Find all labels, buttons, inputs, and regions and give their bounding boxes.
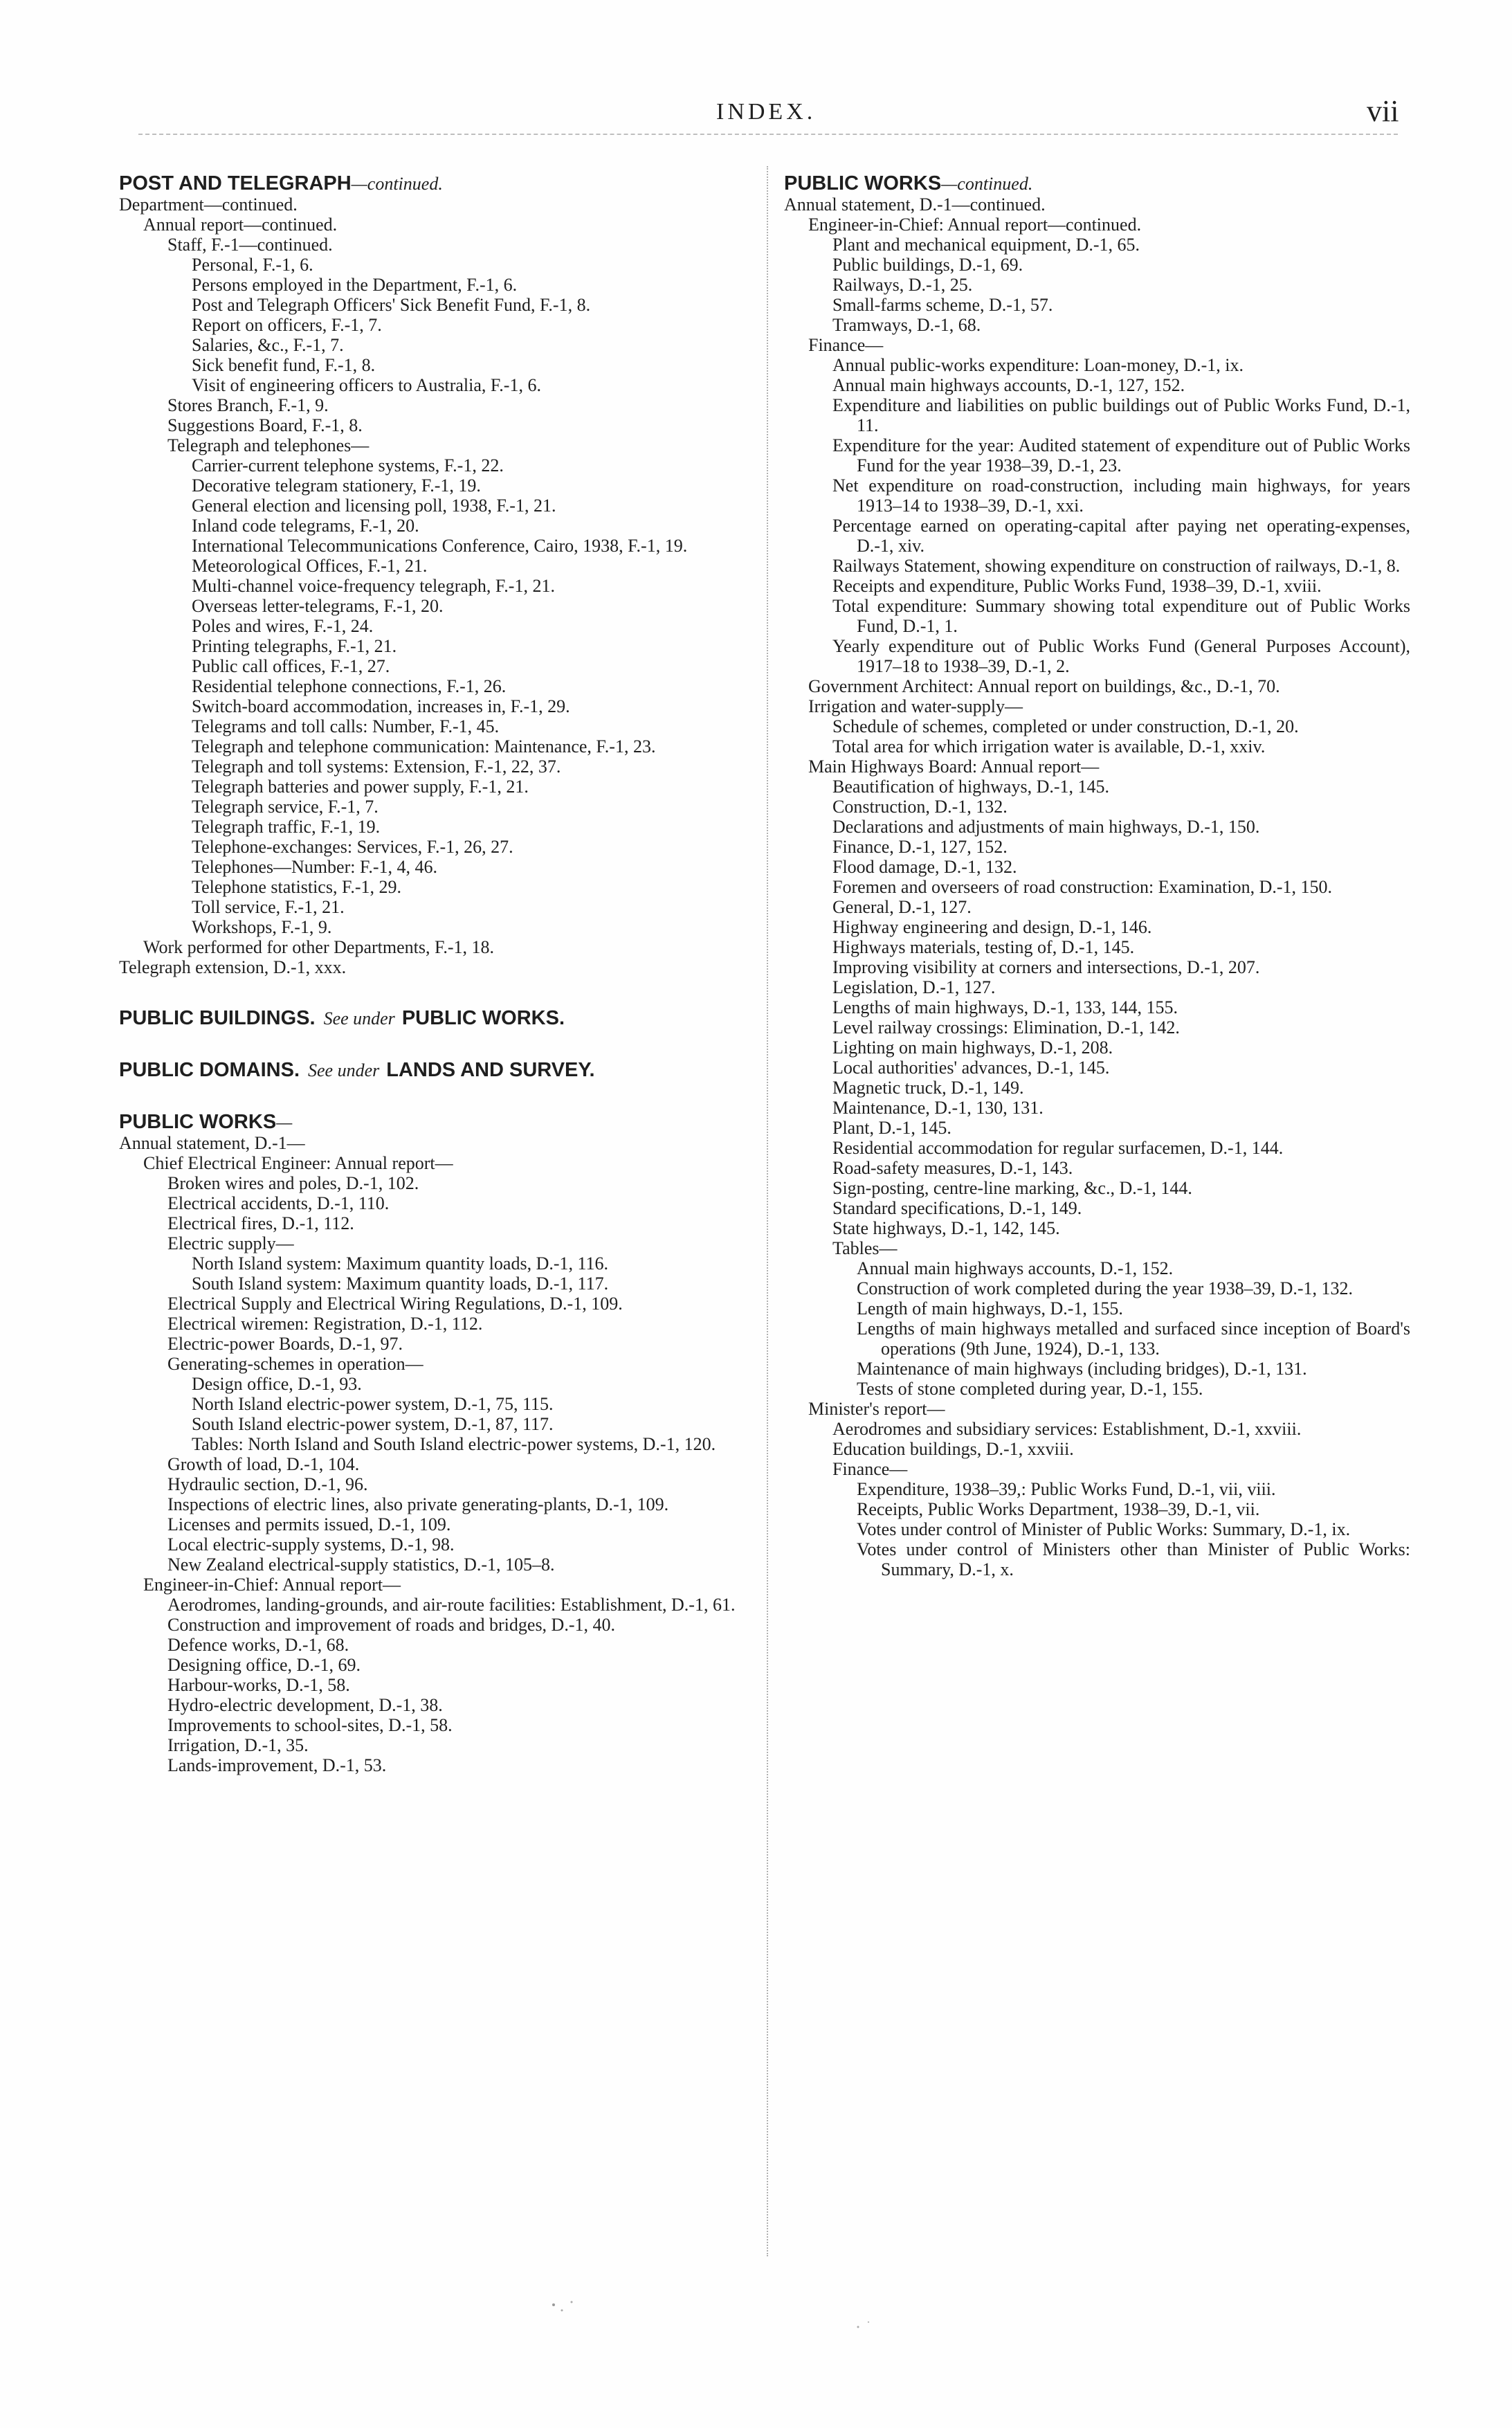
index-entry: South Island electric-power system, D.-1, 87, 117. bbox=[192, 1414, 554, 1434]
index-entry: Receipts, Public Works Department, 1938–39, D.-1, vii. bbox=[857, 1499, 1260, 1519]
index-entry: Public call offices, F.-1, 27. bbox=[192, 656, 390, 676]
index-entry: Annual statement, D.-1—continued. bbox=[784, 194, 1046, 215]
index-entry: Local authorities' advances, D.-1, 145. bbox=[832, 1058, 1110, 1078]
index-entry: Road-safety measures, D.-1, 143. bbox=[832, 1158, 1073, 1178]
index-entry: Engineer-in-Chief: Annual report—continued. bbox=[808, 215, 1142, 235]
index-entry: Public buildings, D.-1, 69. bbox=[832, 255, 1023, 275]
index-entry: Inspections of electric lines, also private generating-plants, D.-1, 109. bbox=[167, 1494, 669, 1514]
index-entry: Tramways, D.-1, 68. bbox=[832, 315, 981, 335]
index-entry: Inland code telegrams, F.-1, 20. bbox=[192, 516, 419, 536]
index-entry: Electrical fires, D.-1, 112. bbox=[167, 1213, 354, 1233]
index-entry: Receipts and expenditure, Public Works Fund, 1938–39, D.-1, xviii. bbox=[832, 576, 1322, 596]
index-entry: Total area for which irrigation water is available, D.-1, xxiv. bbox=[832, 736, 1266, 757]
index-entry: Printing telegraphs, F.-1, 21. bbox=[192, 636, 397, 656]
index-entry: Plant and mechanical equipment, D.-1, 65. bbox=[832, 235, 1140, 255]
section-heading bbox=[119, 1112, 745, 1133]
index-entry: Growth of load, D.-1, 104. bbox=[167, 1454, 360, 1474]
index-entry: Electrical accidents, D.-1, 110. bbox=[167, 1193, 390, 1213]
index-entry: Aerodromes and subsidiary services: Establishment, D.-1, xxviii. bbox=[832, 1419, 1302, 1439]
index-entry: Highways materials, testing of, D.-1, 145. bbox=[832, 937, 1135, 957]
index-entry: Telegraph and telephones— bbox=[167, 435, 370, 455]
index-entry: New Zealand electrical-supply statistics, D.-1, 105–8. bbox=[167, 1555, 555, 1575]
index-entry: Declarations and adjustments of main highways, D.-1, 150. bbox=[832, 817, 1260, 837]
index-entry: Plant, D.-1, 145. bbox=[832, 1118, 951, 1138]
index-entry: Broken wires and poles, D.-1, 102. bbox=[167, 1173, 419, 1193]
index-entry: Annual statement, D.-1— bbox=[119, 1133, 305, 1153]
index-entry: Minister's report— bbox=[808, 1399, 945, 1419]
cross-reference-target: LANDS AND SURVEY. bbox=[386, 1059, 595, 1081]
index-entry: Small-farms scheme, D.-1, 57. bbox=[832, 295, 1053, 315]
index-entry: Electrical Supply and Electrical Wiring Regulations, D.-1, 109. bbox=[167, 1294, 623, 1314]
index-entry: Report on officers, F.-1, 7. bbox=[192, 315, 382, 335]
index-entry: Construction and improvement of roads and bridges, D.-1, 40. bbox=[167, 1615, 615, 1635]
index-entry: Lengths of main highways, D.-1, 133, 144, 155. bbox=[832, 997, 1178, 1017]
index-entry: Expenditure and liabilities on public buildings out of Public Works Fund, D.-1, 11. bbox=[832, 395, 1410, 435]
index-entry: Percentage earned on operating-capital after paying net operating-expenses, D.-1, xiv. bbox=[832, 516, 1410, 556]
index-entry: Maintenance of main highways (including bridges), D.-1, 131. bbox=[857, 1359, 1307, 1379]
index-entry: Aerodromes, landing-grounds, and air-route facilities: Establishment, D.-1, 61. bbox=[167, 1595, 736, 1615]
index-entry: Residential accommodation for regular surfacemen, D.-1, 144. bbox=[832, 1138, 1284, 1158]
index-entry: Telegraph batteries and power supply, F.-1, 21. bbox=[192, 777, 529, 797]
index-entry: Level railway crossings: Elimination, D.-1, 142. bbox=[832, 1017, 1180, 1038]
index-column-left bbox=[119, 173, 745, 1775]
index-entry: Finance, D.-1, 127, 152. bbox=[832, 837, 1008, 857]
index-entry: Multi-channel voice-frequency telegraph, F.-1, 21. bbox=[192, 576, 555, 596]
index-entry: Legislation, D.-1, 127. bbox=[832, 977, 996, 997]
index-entry: Irrigation, D.-1, 35. bbox=[167, 1735, 309, 1755]
scan-specks bbox=[526, 2284, 913, 2346]
index-entry: Staff, F.-1—continued. bbox=[167, 235, 333, 255]
index-entry: Meteorological Offices, F.-1, 21. bbox=[192, 556, 428, 576]
page-number: vii bbox=[1367, 94, 1399, 128]
index-entry: Designing office, D.-1, 69. bbox=[167, 1655, 361, 1675]
index-entry: Magnetic truck, D.-1, 149. bbox=[832, 1078, 1024, 1098]
index-entry: Annual public-works expenditure: Loan-money, D.-1, ix. bbox=[832, 355, 1244, 375]
index-entry: Flood damage, D.-1, 132. bbox=[832, 857, 1017, 877]
index-entry: Stores Branch, F.-1, 9. bbox=[167, 395, 329, 415]
index-entry: Telegraph and telephone communication: Maintenance, F.-1, 23. bbox=[192, 736, 656, 757]
index-entry: General election and licensing poll, 1938, F.-1, 21. bbox=[192, 496, 556, 516]
index-entry: Electric supply— bbox=[167, 1233, 294, 1253]
cross-reference-target: PUBLIC WORKS. bbox=[401, 1007, 565, 1029]
index-entry: Maintenance, D.-1, 130, 131. bbox=[832, 1098, 1044, 1118]
index-entry: Votes under control of Ministers other than Minister of Public Works: Summary, D.-1, x. bbox=[857, 1539, 1410, 1579]
index-entry: Salaries, &c., F.-1, 7. bbox=[192, 335, 344, 355]
index-entry: Hydraulic section, D.-1, 96. bbox=[167, 1474, 368, 1494]
index-entry: Telegraph and toll systems: Extension, F.-1, 22, 37. bbox=[192, 757, 561, 777]
index-entry: Total expenditure: Summary showing total expenditure out of Public Works Fund, D.-1, 1. bbox=[832, 596, 1410, 636]
index-entry: Schedule of schemes, completed or under construction, D.-1, 20. bbox=[832, 716, 1299, 736]
section-heading-continued: —continued. bbox=[941, 174, 1033, 194]
index-entry: Votes under control of Minister of Public Works: Summary, D.-1, ix. bbox=[857, 1519, 1351, 1539]
page-title: INDEX. bbox=[716, 99, 817, 125]
index-entry: Construction, D.-1, 132. bbox=[832, 797, 1008, 817]
index-entry: Switch-board accommodation, increases in, F.-1, 29. bbox=[192, 696, 570, 716]
index-entry: Post and Telegraph Officers' Sick Benefit Fund, F.-1, 8. bbox=[192, 295, 591, 315]
index-entry: Improving visibility at corners and intersections, D.-1, 207. bbox=[832, 957, 1260, 977]
index-entry: Lands-improvement, D.-1, 53. bbox=[167, 1755, 387, 1775]
index-entry: Annual main highways accounts, D.-1, 127, 152. bbox=[832, 375, 1185, 395]
index-entry: Lighting on main highways, D.-1, 208. bbox=[832, 1038, 1113, 1058]
section-heading-title: PUBLIC WORKS bbox=[119, 1111, 277, 1133]
section-heading-title: PUBLIC WORKS bbox=[784, 172, 942, 194]
index-entry: Work performed for other Departments, F.-1, 18. bbox=[143, 937, 495, 957]
index-entry: Poles and wires, F.-1, 24. bbox=[192, 616, 374, 636]
index-entry: Chief Electrical Engineer: Annual report— bbox=[143, 1153, 453, 1173]
index-entry: Electric-power Boards, D.-1, 97. bbox=[167, 1334, 403, 1354]
index-entry: Suggestions Board, F.-1, 8. bbox=[167, 415, 363, 435]
index-entry: Telephones—Number: F.-1, 4, 46. bbox=[192, 857, 437, 877]
index-entry: Telegraph traffic, F.-1, 19. bbox=[192, 817, 381, 837]
index-entry: State highways, D.-1, 142, 145. bbox=[832, 1218, 1060, 1238]
index-entry: Telegraph extension, D.-1, xxx. bbox=[119, 957, 347, 977]
index-entry: Sick benefit fund, F.-1, 8. bbox=[192, 355, 376, 375]
index-entry: Residential telephone connections, F.-1, 26. bbox=[192, 676, 507, 696]
index-entry: Harbour-works, D.-1, 58. bbox=[167, 1675, 350, 1695]
index-entry: Telegrams and toll calls: Number, F.-1, 45. bbox=[192, 716, 500, 736]
index-entry: Overseas letter-telegrams, F.-1, 20. bbox=[192, 596, 444, 616]
index-entry: Annual report—continued. bbox=[143, 215, 338, 235]
index-entry: Standard specifications, D.-1, 149. bbox=[832, 1198, 1082, 1218]
index-entry: Tests of stone completed during year, D.-1, 155. bbox=[857, 1379, 1203, 1399]
index-entry: Hydro-electric development, D.-1, 38. bbox=[167, 1695, 443, 1715]
index-entry: Finance— bbox=[808, 335, 884, 355]
index-entry: Workshops, F.-1, 9. bbox=[192, 917, 332, 937]
section-heading bbox=[119, 173, 745, 194]
section-heading-title: PUBLIC BUILDINGS. bbox=[119, 1007, 316, 1029]
section-heading bbox=[119, 1060, 745, 1081]
index-entry: Education buildings, D.-1, xxviii. bbox=[832, 1439, 1074, 1459]
index-entry: Yearly expenditure out of Public Works Fund (General Purposes Account), 1917–18 to 1938–39, D.-1, 2. bbox=[832, 636, 1410, 676]
index-entry: Licenses and permits issued, D.-1, 109. bbox=[167, 1514, 451, 1534]
index-entry: North Island electric-power system, D.-1, 75, 115. bbox=[192, 1394, 554, 1414]
index-entry: Beautification of highways, D.-1, 145. bbox=[832, 777, 1110, 797]
section-heading-continued: —continued. bbox=[351, 174, 443, 194]
section-heading bbox=[119, 1008, 745, 1029]
index-entry: Personal, F.-1, 6. bbox=[192, 255, 313, 275]
header-rule bbox=[138, 134, 1398, 135]
index-entry: Expenditure, 1938–39,: Public Works Fund, D.-1, vii, viii. bbox=[857, 1479, 1276, 1499]
index-entry: General, D.-1, 127. bbox=[832, 897, 972, 917]
index-entry: Net expenditure on road-construction, including main highways, for years 1913–14 to 1938–39, D.-1, xxi. bbox=[832, 475, 1410, 516]
index-entry: Electrical wiremen: Registration, D.-1, 112. bbox=[167, 1314, 483, 1334]
section-heading-continued: — bbox=[276, 1112, 293, 1132]
index-entry: International Telecommunications Conference, Cairo, 1938, F.-1, 19. bbox=[192, 536, 688, 556]
index-column-right bbox=[784, 173, 1410, 1579]
index-entry: Railways Statement, showing expenditure on construction of railways, D.-1, 8. bbox=[832, 556, 1401, 576]
index-entry: Generating-schemes in operation— bbox=[167, 1354, 423, 1374]
index-entry: Design office, D.-1, 93. bbox=[192, 1374, 362, 1394]
index-entry: Sign-posting, centre-line marking, &c., D.-1, 144. bbox=[832, 1178, 1192, 1198]
cross-reference-see: See under bbox=[308, 1060, 380, 1080]
index-entry: Highway engineering and design, D.-1, 146. bbox=[832, 917, 1152, 937]
section-heading-title: PUBLIC DOMAINS. bbox=[119, 1059, 300, 1081]
index-entry: Lengths of main highways metalled and surfaced since inception of Board's operations (9th June, 1924), D.-1, 133. bbox=[857, 1319, 1410, 1359]
index-entry: Railways, D.-1, 25. bbox=[832, 275, 973, 295]
section-heading-title: POST AND TELEGRAPH bbox=[119, 172, 352, 194]
index-entry: Telephone statistics, F.-1, 29. bbox=[192, 877, 401, 897]
index-entry: Annual main highways accounts, D.-1, 152. bbox=[857, 1258, 1174, 1278]
index-entry: Construction of work completed during the year 1938–39, D.-1, 132. bbox=[857, 1278, 1354, 1298]
index-entry: Expenditure for the year: Audited statement of expenditure out of Public Works Fund for the year 1938–39, D.-1, 23. bbox=[832, 435, 1410, 475]
index-entry: Defence works, D.-1, 68. bbox=[167, 1635, 349, 1655]
index-entry: Local electric-supply systems, D.-1, 98. bbox=[167, 1534, 455, 1555]
index-entry: Visit of engineering officers to Australia, F.-1, 6. bbox=[192, 375, 541, 395]
index-entry: Department—continued. bbox=[119, 194, 298, 215]
cross-reference bbox=[308, 1059, 595, 1081]
index-entry: Foremen and overseers of road construction: Examination, D.-1, 150. bbox=[832, 877, 1333, 897]
index-entry: Decorative telegram stationery, F.-1, 19. bbox=[192, 475, 481, 496]
index-entry: Telephone-exchanges: Services, F.-1, 26, 27. bbox=[192, 837, 513, 857]
index-entry: Government Architect: Annual report on buildings, &c., D.-1, 70. bbox=[808, 676, 1280, 696]
column-divider bbox=[767, 166, 768, 2256]
section-heading bbox=[784, 173, 1410, 194]
index-entry: South Island system: Maximum quantity loads, D.-1, 117. bbox=[192, 1274, 609, 1294]
index-entry: Tables: North Island and South Island electric-power systems, D.-1, 120. bbox=[192, 1434, 716, 1454]
index-entry: Irrigation and water-supply— bbox=[808, 696, 1023, 716]
index-entry: Toll service, F.-1, 21. bbox=[192, 897, 345, 917]
index-entry: Engineer-in-Chief: Annual report— bbox=[143, 1575, 401, 1595]
index-entry: North Island system: Maximum quantity loads, D.-1, 116. bbox=[192, 1253, 609, 1274]
index-entry: Telegraph service, F.-1, 7. bbox=[192, 797, 379, 817]
index-entry: Length of main highways, D.-1, 155. bbox=[857, 1298, 1123, 1319]
page-header bbox=[0, 93, 1512, 149]
index-entry: Main Highways Board: Annual report— bbox=[808, 757, 1100, 777]
index-entry: Finance— bbox=[832, 1459, 908, 1479]
cross-reference bbox=[324, 1007, 565, 1029]
index-entry: Persons employed in the Department, F.-1, 6. bbox=[192, 275, 518, 295]
cross-reference-see: See under bbox=[323, 1008, 395, 1029]
index-entry: Improvements to school-sites, D.-1, 58. bbox=[167, 1715, 453, 1735]
index-entry: Carrier-current telephone systems, F.-1, 22. bbox=[192, 455, 504, 475]
index-entry: Tables— bbox=[832, 1238, 898, 1258]
